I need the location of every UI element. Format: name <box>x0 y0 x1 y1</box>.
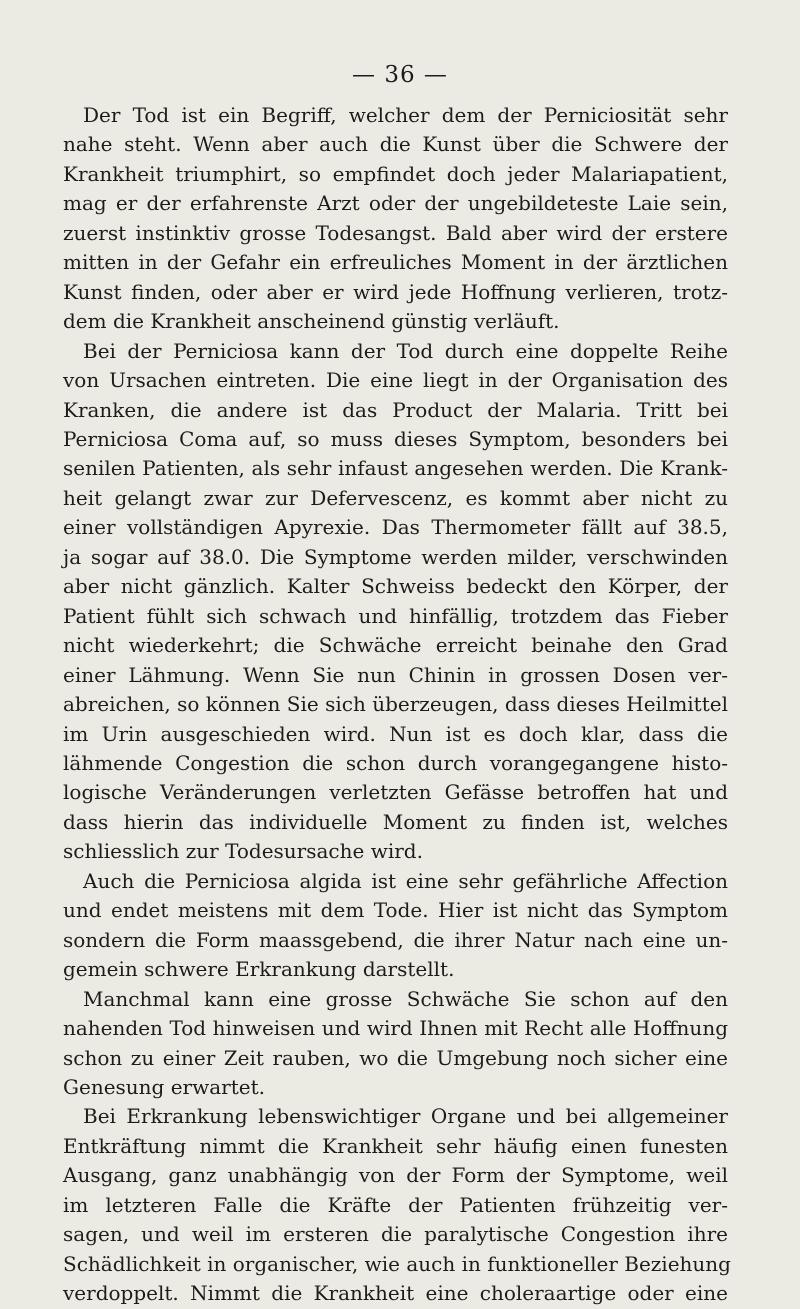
text-line: verdoppelt. Nimmt die Krankheit eine choleraartige oder eine <box>63 1281 728 1306</box>
text-line: Kunst finden, oder aber er wird jede Hoffnung verlieren, trotz- <box>63 279 728 304</box>
text-line: einer Lähmung. Wenn Sie nun Chinin in grossen Dosen ver- <box>63 662 728 687</box>
text-line: schliesslich zur Todesursache wird. <box>63 839 423 864</box>
text-line: heit gelangt zwar zur Defervescenz, es kommt aber nicht zu <box>63 485 728 510</box>
text-line: Perniciosa Coma auf, so muss dieses Symptom, besonders bei <box>63 426 728 451</box>
text-line: dem die Krankheit anscheinend günstig verläuft. <box>63 309 560 334</box>
text-line: Genesung erwartet. <box>63 1074 265 1099</box>
text-line: nahenden Tod hinweisen und wird Ihnen mit Recht alle Hoffnung <box>63 1016 728 1041</box>
text-line: mitten in der Gefahr ein erfreuliches Moment in der ärztlichen <box>63 250 728 275</box>
text-line: einer vollständigen Apyrexie. Das Thermometer fällt auf 38.5, <box>63 515 728 540</box>
text-line: Krankheit triumphirt, so empfindet doch jeder Malariapatient, <box>63 161 728 186</box>
text-line: abreichen, so können Sie sich überzeugen, dass dieses Heilmittel <box>63 692 728 717</box>
text-line: Entkräftung nimmt die Krankheit sehr häufig einen funesten <box>63 1133 728 1158</box>
text-line: im Urin ausgeschieden wird. Nun ist es doch klar, dass die <box>63 721 728 746</box>
text-line: gemein schwere Erkrankung darstellt. <box>63 957 455 982</box>
text-line: nicht wiederkehrt; die Schwäche erreicht beinahe den Grad <box>63 633 728 658</box>
text-line: lähmende Congestion die schon durch vorangegangene histo- <box>63 750 728 775</box>
text-line: Auch die Perniciosa algida ist eine sehr gefährliche Affection <box>83 868 728 893</box>
text-line: zuerst instinktiv grosse Todesangst. Bald aber wird der erstere <box>63 220 728 245</box>
text-line: nahe steht. Wenn aber auch die Kunst über die Schwere der <box>63 132 728 157</box>
text-line: Kranken, die andere ist das Product der Malaria. Tritt bei <box>63 397 728 422</box>
text-line: Bei Erkrankung lebenswichtiger Organe und bei allgemeiner <box>83 1104 728 1129</box>
text-line: logische Veränderungen verletzten Gefässe betroffen hat und <box>63 780 728 805</box>
text-line: ja sogar auf 38.0. Die Symptome werden milder, verschwinden <box>63 544 728 569</box>
text-line: und endet meistens mit dem Tode. Hier ist nicht das Symptom <box>63 898 728 923</box>
text-line: Schädlichkeit in organischer, wie auch in funktioneller Beziehung <box>63 1251 731 1276</box>
text-line: sagen, und weil im ersteren die paralytische Congestion ihre <box>63 1222 728 1247</box>
text-line: im letzteren Falle die Kräfte der Patienten frühzeitig ver- <box>63 1192 728 1217</box>
text-line: Ausgang, ganz unabhängig von der Form der Symptome, weil <box>63 1163 728 1188</box>
page-number: — 36 — <box>352 62 448 88</box>
text-line: Der Tod ist ein Begriff, welcher dem der Perniciosität sehr <box>83 103 728 127</box>
text-line: schon zu einer Zeit rauben, wo die Umgebung noch sicher eine <box>63 1045 728 1070</box>
text-line: senilen Patienten, als sehr infaust angesehen werden. Die Krank- <box>63 456 728 481</box>
text-line: mag er der erfahrenste Arzt oder der ungebildeteste Laie sein, <box>63 191 728 216</box>
body-text <box>63 101 731 1309</box>
text-line: aber nicht gänzlich. Kalter Schweiss bedeckt den Körper, der <box>63 574 728 599</box>
text-line: Manchmal kann eine grosse Schwäche Sie schon auf den <box>83 986 728 1011</box>
text-line: Patient fühlt sich schwach und hinfällig, trotzdem das Fieber <box>63 603 728 628</box>
text-line: dass hierin das individuelle Moment zu finden ist, welches <box>63 809 728 834</box>
text-line: Bei der Perniciosa kann der Tod durch eine doppelte Reihe <box>83 338 728 363</box>
text-line: von Ursachen eintreten. Die eine liegt in der Organisation des <box>63 368 728 393</box>
text-line: sondern die Form maassgebend, die ihrer Natur nach eine un- <box>63 927 728 952</box>
